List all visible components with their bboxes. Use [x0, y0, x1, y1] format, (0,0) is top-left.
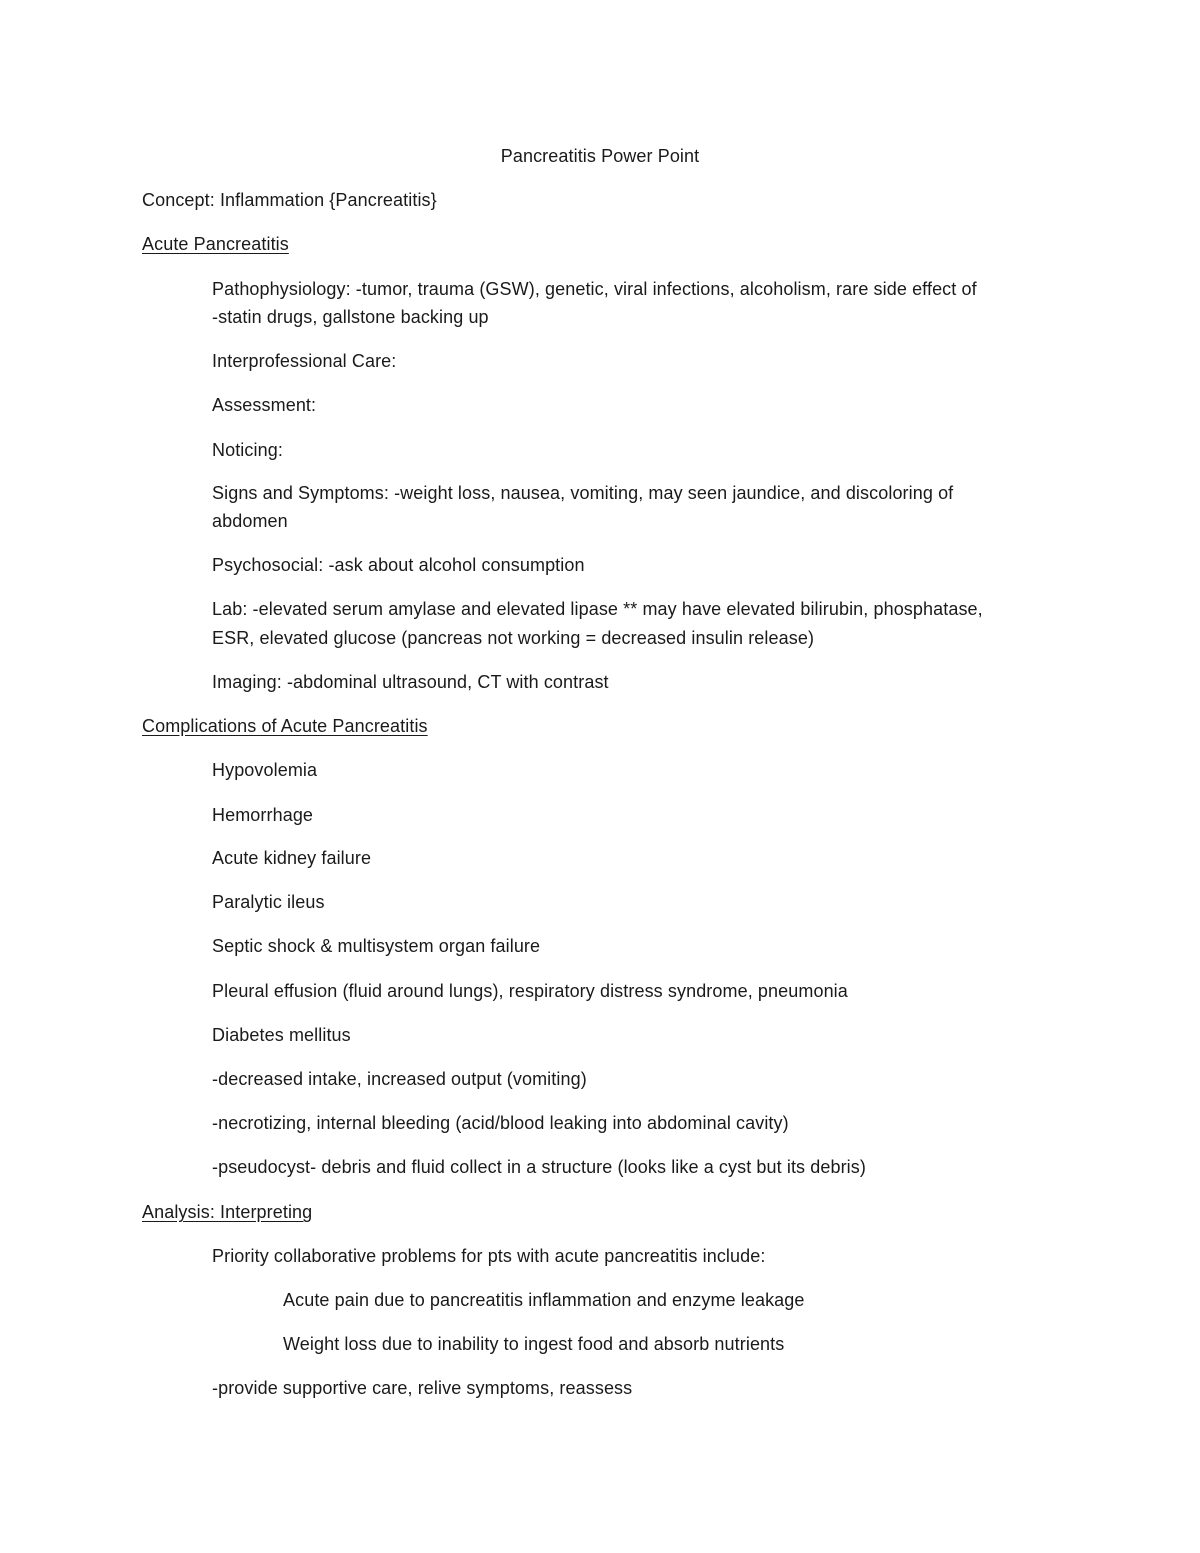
priority-problems-intro: Priority collaborative problems for pts with acute pancreatitis include:: [212, 1246, 766, 1266]
lab-line-2: ESR, elevated glucose (pancreas not working = decreased insulin release): [212, 628, 815, 648]
priority-problem-item: Acute pain due to pancreatitis inflammation and enzyme leakage: [283, 1290, 805, 1310]
lab-line-1: Lab: -elevated serum amylase and elevated lipase ** may have elevated bilirubin, phosphatase,: [212, 599, 983, 619]
pathophysiology-line-1: Pathophysiology: -tumor, trauma (GSW), genetic, viral infections, alcoholism, rare side effect of: [212, 279, 977, 299]
complication-item: -necrotizing, internal bleeding (acid/blood leaking into abdominal cavity): [212, 1113, 789, 1133]
acute-pancreatitis-heading: Acute Pancreatitis: [142, 234, 289, 254]
priority-problem-item: Weight loss due to inability to ingest food and absorb nutrients: [283, 1334, 785, 1354]
assessment: Assessment:: [212, 395, 317, 415]
complication-item: Diabetes mellitus: [212, 1025, 351, 1045]
complication-item: Paralytic ileus: [212, 892, 325, 912]
complication-item: -decreased intake, increased output (vomiting): [212, 1069, 587, 1089]
pathophysiology-line-2: -statin drugs, gallstone backing up: [212, 307, 489, 327]
supportive-care-line: -provide supportive care, relive symptoms, reassess: [212, 1378, 633, 1398]
analysis-heading: Analysis: Interpreting: [142, 1202, 313, 1222]
complication-item: Hemorrhage: [212, 805, 314, 825]
complication-item: Acute kidney failure: [212, 848, 372, 868]
interprofessional-care: Interprofessional Care:: [212, 351, 397, 371]
noticing: Noticing:: [212, 440, 283, 460]
complication-item: Pleural effusion (fluid around lungs), respiratory distress syndrome, pneumonia: [212, 981, 848, 1001]
psychosocial: Psychosocial: -ask about alcohol consumption: [212, 555, 585, 575]
document-title: Pancreatitis Power Point: [500, 146, 700, 166]
complication-item: Hypovolemia: [212, 760, 318, 780]
complication-item: -pseudocyst- debris and fluid collect in a structure (looks like a cyst but its debris): [212, 1157, 866, 1177]
imaging: Imaging: -abdominal ultrasound, CT with contrast: [212, 672, 609, 692]
complication-item: Septic shock & multisystem organ failure: [212, 936, 541, 956]
signs-symptoms-line-2: abdomen: [212, 511, 288, 531]
complications-heading: Complications of Acute Pancreatitis: [142, 716, 428, 736]
concept-line: Concept: Inflammation {Pancreatitis}: [142, 190, 437, 210]
signs-symptoms-line-1: Signs and Symptoms: -weight loss, nausea, vomiting, may seen jaundice, and discoloring of: [212, 483, 954, 503]
